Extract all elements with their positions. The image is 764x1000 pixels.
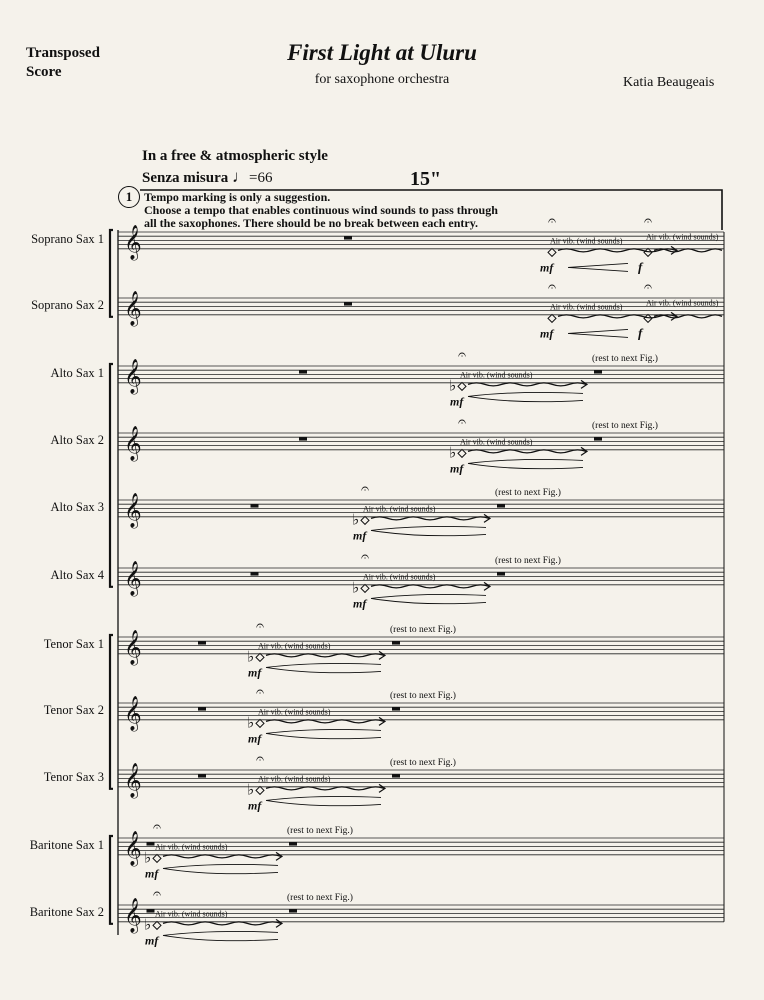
dynamic-mf: mf (248, 665, 262, 680)
whole-rest-icon (392, 707, 400, 710)
diminuendo-hairpin (371, 594, 486, 603)
rest-to-next-fig-label: (rest to next Fig.) (390, 625, 456, 635)
diamond-notehead-icon (548, 314, 556, 322)
performance-note-line: Choose a tempo that enables continuous wind sounds to pass through (144, 203, 498, 217)
dynamic-mf: mf (353, 596, 367, 611)
flat-icon: ♭ (352, 578, 360, 597)
fermata-icon: 𝄐 (361, 481, 369, 497)
diamond-notehead-icon (458, 449, 466, 457)
dynamic-mf: mf (353, 528, 367, 543)
instrument-name: Alto Sax 1 (50, 366, 104, 381)
tempo-label: Senza misura (142, 170, 229, 186)
whole-rest-icon (299, 437, 307, 440)
flat-icon: ♭ (144, 915, 152, 934)
dynamic-mf: mf (145, 866, 159, 881)
quarter-note-icon: ♩ (232, 167, 249, 186)
tempo-duration-bracket (140, 190, 722, 230)
dynamic-mf: mf (540, 326, 554, 341)
tempo-value: =66 (249, 170, 273, 186)
wavy-vibrato-line (468, 383, 586, 386)
treble-clef-icon: 𝄞 (124, 359, 142, 394)
instrument-name: Baritone Sax 2 (29, 905, 104, 920)
air-vib-label: Air vib. (wind sounds) (550, 302, 623, 312)
performance-note-line: all the saxophones. There should be no break between each entry. (144, 216, 479, 230)
treble-clef-icon: 𝄞 (124, 291, 142, 326)
instrument-name: Alto Sax 2 (50, 433, 104, 448)
air-vib-label: Air vib. (wind sounds) (646, 298, 719, 308)
section-bracket (110, 635, 113, 789)
score-subtitle: for saxophone orchestra (314, 72, 450, 87)
fermata-icon: 𝄐 (256, 751, 264, 767)
fermata-icon: 𝄐 (548, 213, 556, 229)
wavy-vibrato-line (266, 720, 384, 723)
flat-icon: ♭ (352, 510, 360, 529)
rest-to-next-fig-label: (rest to next Fig.) (495, 488, 561, 498)
air-vib-label: Air vib. (wind sounds) (363, 572, 436, 582)
fermata-icon: 𝄐 (458, 347, 466, 363)
score-title: First Light at Uluru (287, 40, 477, 65)
treble-clef-icon: 𝄞 (124, 696, 142, 731)
flat-icon: ♭ (449, 443, 457, 462)
fermata-icon: 𝄐 (256, 684, 264, 700)
diminuendo-hairpin (468, 392, 583, 401)
corner-line-2: Score (26, 64, 62, 80)
air-vib-label: Air vib. (wind sounds) (460, 437, 533, 447)
rest-to-next-fig-label: (rest to next Fig.) (287, 893, 353, 903)
whole-rest-icon (594, 370, 602, 373)
section-bracket (110, 836, 113, 924)
crescendo-hairpin (568, 329, 628, 337)
instrument-name: Baritone Sax 1 (29, 838, 104, 853)
flat-icon: ♭ (247, 647, 255, 666)
diamond-notehead-icon (548, 248, 556, 256)
composer-name: Katia Beaugeais (623, 75, 715, 90)
whole-rest-icon (289, 909, 297, 912)
dynamic-mf: mf (450, 394, 464, 409)
dynamic-mf: mf (450, 461, 464, 476)
wavy-vibrato-line (266, 654, 384, 657)
duration-marking: 15" (410, 168, 442, 190)
wavy-vibrato-line (654, 249, 722, 252)
corner-line-1: Transposed (26, 45, 100, 61)
instrument-name: Soprano Sax 2 (31, 298, 104, 313)
diamond-notehead-icon (361, 584, 369, 592)
whole-rest-icon (497, 504, 505, 507)
instrument-name: Tenor Sax 3 (43, 770, 104, 785)
diamond-notehead-icon (153, 854, 161, 862)
whole-rest-icon (344, 302, 352, 305)
treble-clef-icon: 𝄞 (124, 225, 142, 260)
diminuendo-hairpin (371, 526, 486, 535)
performance-note-line: Tempo marking is only a suggestion. (144, 190, 331, 204)
air-vib-label: Air vib. (wind sounds) (460, 370, 533, 380)
air-vib-label: Air vib. (wind sounds) (155, 909, 228, 919)
style-direction: In a free & atmospheric style (142, 148, 328, 164)
diamond-notehead-icon (256, 653, 264, 661)
fermata-icon: 𝄐 (256, 618, 264, 634)
diamond-notehead-icon (458, 382, 466, 390)
wavy-vibrato-line (371, 517, 489, 520)
treble-clef-icon: 𝄞 (124, 426, 142, 461)
whole-rest-icon (147, 909, 155, 912)
whole-rest-icon (594, 437, 602, 440)
diminuendo-hairpin (468, 459, 583, 468)
dynamic-f: f (638, 259, 643, 275)
treble-clef-icon: 𝄞 (124, 831, 142, 866)
instrument-name: Alto Sax 3 (50, 500, 104, 515)
fermata-icon: 𝄐 (644, 279, 652, 295)
instrument-name: Alto Sax 4 (50, 568, 104, 583)
fermata-icon: 𝄐 (458, 414, 466, 430)
crescendo-hairpin (568, 263, 628, 271)
whole-rest-icon (392, 641, 400, 644)
diminuendo-hairpin (266, 729, 381, 738)
treble-clef-icon: 𝄞 (124, 898, 142, 933)
section-bracket (110, 230, 113, 317)
fermata-icon: 𝄐 (153, 886, 161, 902)
whole-rest-icon (392, 774, 400, 777)
diamond-notehead-icon (256, 786, 264, 794)
treble-clef-icon: 𝄞 (124, 630, 142, 665)
treble-clef-icon: 𝄞 (124, 493, 142, 528)
rest-to-next-fig-label: (rest to next Fig.) (592, 421, 658, 431)
dynamic-f: f (638, 325, 643, 341)
fermata-icon: 𝄐 (644, 213, 652, 229)
whole-rest-icon (289, 842, 297, 845)
whole-rest-icon (147, 842, 155, 845)
fermata-icon: 𝄐 (153, 819, 161, 835)
dynamic-mf: mf (248, 731, 262, 746)
rest-to-next-fig-label: (rest to next Fig.) (287, 826, 353, 836)
instrument-name: Tenor Sax 2 (43, 703, 104, 718)
flat-icon: ♭ (247, 713, 255, 732)
wavy-vibrato-line (266, 787, 384, 790)
dynamic-mf: mf (540, 260, 554, 275)
air-vib-label: Air vib. (wind sounds) (155, 842, 228, 852)
instrument-name: Soprano Sax 1 (31, 232, 104, 247)
flat-icon: ♭ (449, 376, 457, 395)
dynamic-mf: mf (145, 933, 159, 948)
air-vib-label: Air vib. (wind sounds) (363, 504, 436, 514)
whole-rest-icon (344, 236, 352, 239)
diminuendo-hairpin (266, 663, 381, 672)
whole-rest-icon (251, 504, 259, 507)
whole-rest-icon (251, 572, 259, 575)
diminuendo-hairpin (266, 796, 381, 805)
rehearsal-mark: 1 (118, 186, 140, 208)
dynamic-mf: mf (248, 798, 262, 813)
treble-clef-icon: 𝄞 (124, 763, 142, 798)
rest-to-next-fig-label: (rest to next Fig.) (390, 691, 456, 701)
wavy-vibrato-line (371, 585, 489, 588)
air-vib-label: Air vib. (wind sounds) (258, 707, 331, 717)
instrument-name: Tenor Sax 1 (43, 637, 104, 652)
diminuendo-hairpin (163, 864, 278, 873)
diminuendo-hairpin (163, 931, 278, 940)
fermata-icon: 𝄐 (548, 279, 556, 295)
whole-rest-icon (198, 774, 206, 777)
rest-to-next-fig-label: (rest to next Fig.) (390, 758, 456, 768)
whole-rest-icon (198, 707, 206, 710)
flat-icon: ♭ (247, 780, 255, 799)
whole-rest-icon (299, 370, 307, 373)
rest-to-next-fig-label: (rest to next Fig.) (495, 556, 561, 566)
whole-rest-icon (497, 572, 505, 575)
wavy-vibrato-line (163, 922, 281, 925)
air-vib-label: Air vib. (wind sounds) (646, 232, 719, 242)
air-vib-label: Air vib. (wind sounds) (550, 236, 623, 246)
rest-to-next-fig-label: (rest to next Fig.) (592, 354, 658, 364)
diamond-notehead-icon (256, 719, 264, 727)
diamond-notehead-icon (153, 921, 161, 929)
wavy-vibrato-line (163, 855, 281, 858)
whole-rest-icon (198, 641, 206, 644)
flat-icon: ♭ (144, 848, 152, 867)
air-vib-label: Air vib. (wind sounds) (258, 641, 331, 651)
treble-clef-icon: 𝄞 (124, 561, 142, 596)
air-vib-label: Air vib. (wind sounds) (258, 774, 331, 784)
wavy-vibrato-line (654, 315, 722, 318)
fermata-icon: 𝄐 (361, 549, 369, 565)
diamond-notehead-icon (361, 516, 369, 524)
wavy-vibrato-line (468, 450, 586, 453)
section-bracket (110, 364, 113, 587)
